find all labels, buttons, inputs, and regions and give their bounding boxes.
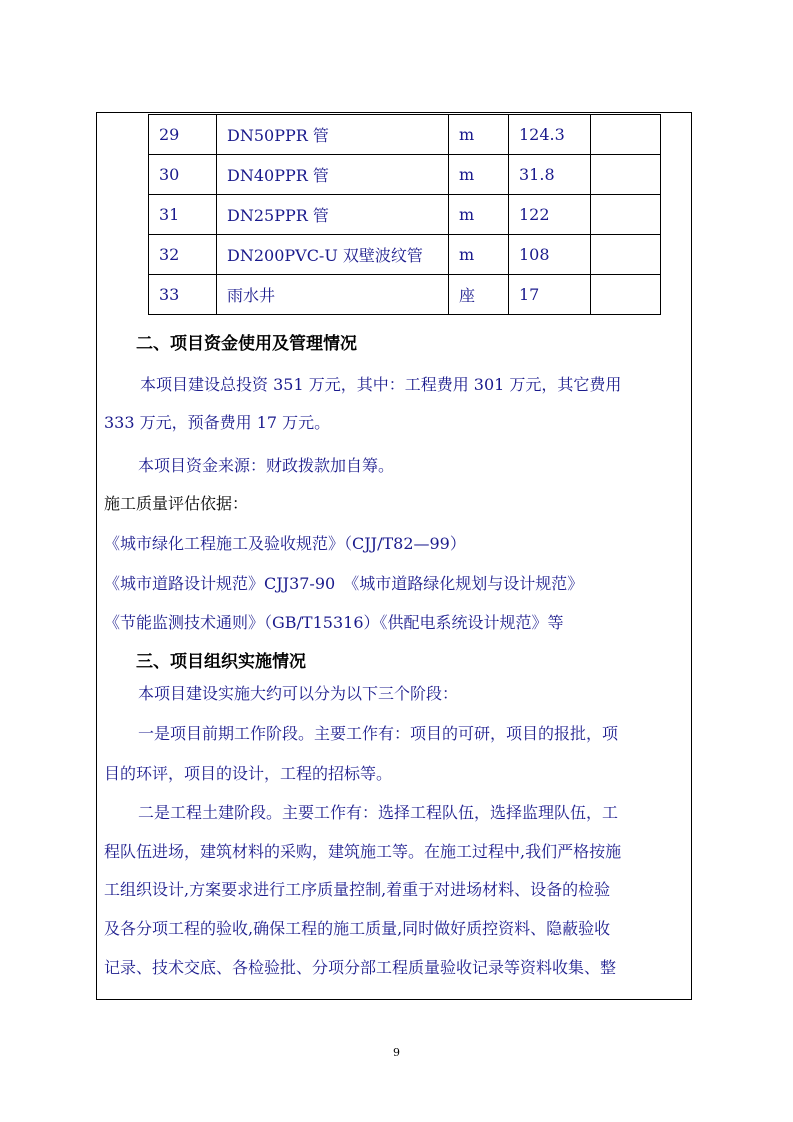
stage-2-line-5: 记录、技术交底、各检验批、分项分部工程质量验收记录等资料收集、整: [104, 958, 617, 977]
table-row: [149, 155, 661, 195]
quality-basis-3: 《节能监测技术通则》（GB/T15316）《供配电系统设计规范》等: [104, 613, 564, 632]
item-unit: 座: [449, 275, 509, 315]
stage-1-line-2: 目的环评，项目的设计，工程的招标等。: [104, 764, 393, 783]
item-name: DN40PPR 管: [217, 155, 449, 195]
item-quantity: 31.8: [509, 155, 591, 195]
item-quantity: 122: [509, 195, 591, 235]
item-name: DN200PVC-U 双壁波纹管: [217, 235, 449, 275]
quality-basis-1: 《城市绿化工程施工及验收规范》（CJJ/T82—99）: [104, 534, 466, 553]
item-note: [591, 235, 661, 275]
item-unit: m: [449, 155, 509, 195]
item-unit: m: [449, 235, 509, 275]
row-number: 32: [149, 235, 217, 275]
item-unit: m: [449, 195, 509, 235]
table-row: [149, 195, 661, 235]
stage-1-line-1: 一是项目前期工作阶段。主要工作有：项目的可研，项目的报批，项: [138, 724, 619, 743]
row-number: 33: [149, 275, 217, 315]
stage-2-line-2: 程队伍进场，建筑材料的采购，建筑施工等。在施工过程中,我们严格按施: [104, 842, 622, 861]
stage-2-line-1: 二是工程土建阶段。主要工作有：选择工程队伍，选择监理队伍，工: [138, 803, 619, 822]
investment-line-1: 本项目建设总投资 351 万元，其中：工程费用 301 万元，其它费用: [140, 375, 622, 394]
section-3-heading: 三、项目组织实施情况: [136, 652, 306, 672]
item-note: [591, 155, 661, 195]
item-note: [591, 195, 661, 235]
item-note: [591, 275, 661, 315]
stage-2-line-3: 工组织设计,方案要求进行工序质量控制,着重于对进场材料、设备的检验: [104, 880, 611, 899]
item-name: 雨水井: [217, 275, 449, 315]
quality-basis-2: 《城市道路设计规范》CJJ37-90 《城市道路绿化规划与设计规范》: [104, 574, 584, 593]
item-note: [591, 115, 661, 155]
implementation-intro: 本项目建设实施大约可以分为以下三个阶段：: [138, 684, 459, 703]
table-row: [149, 235, 661, 275]
materials-table: [148, 114, 661, 315]
investment-line-2: 333 万元，预备费用 17 万元。: [104, 413, 331, 432]
row-number: 30: [149, 155, 217, 195]
quality-basis-title: 施工质量评估依据：: [104, 494, 249, 513]
section-2-heading: 二、项目资金使用及管理情况: [136, 334, 357, 354]
row-number: 31: [149, 195, 217, 235]
item-quantity: 17: [509, 275, 591, 315]
item-quantity: 108: [509, 235, 591, 275]
table-row: [149, 275, 661, 315]
row-number: 29: [149, 115, 217, 155]
page-number: 9: [393, 1046, 400, 1059]
item-unit: m: [449, 115, 509, 155]
funding-source: 本项目资金来源：财政拨款加自筹。: [138, 456, 395, 475]
table-row: [149, 115, 661, 155]
item-name: DN50PPR 管: [217, 115, 449, 155]
stage-2-line-4: 及各分项工程的验收,确保工程的施工质量,同时做好质控资料、隐蔽验收: [104, 919, 611, 938]
item-name: DN25PPR 管: [217, 195, 449, 235]
item-quantity: 124.3: [509, 115, 591, 155]
